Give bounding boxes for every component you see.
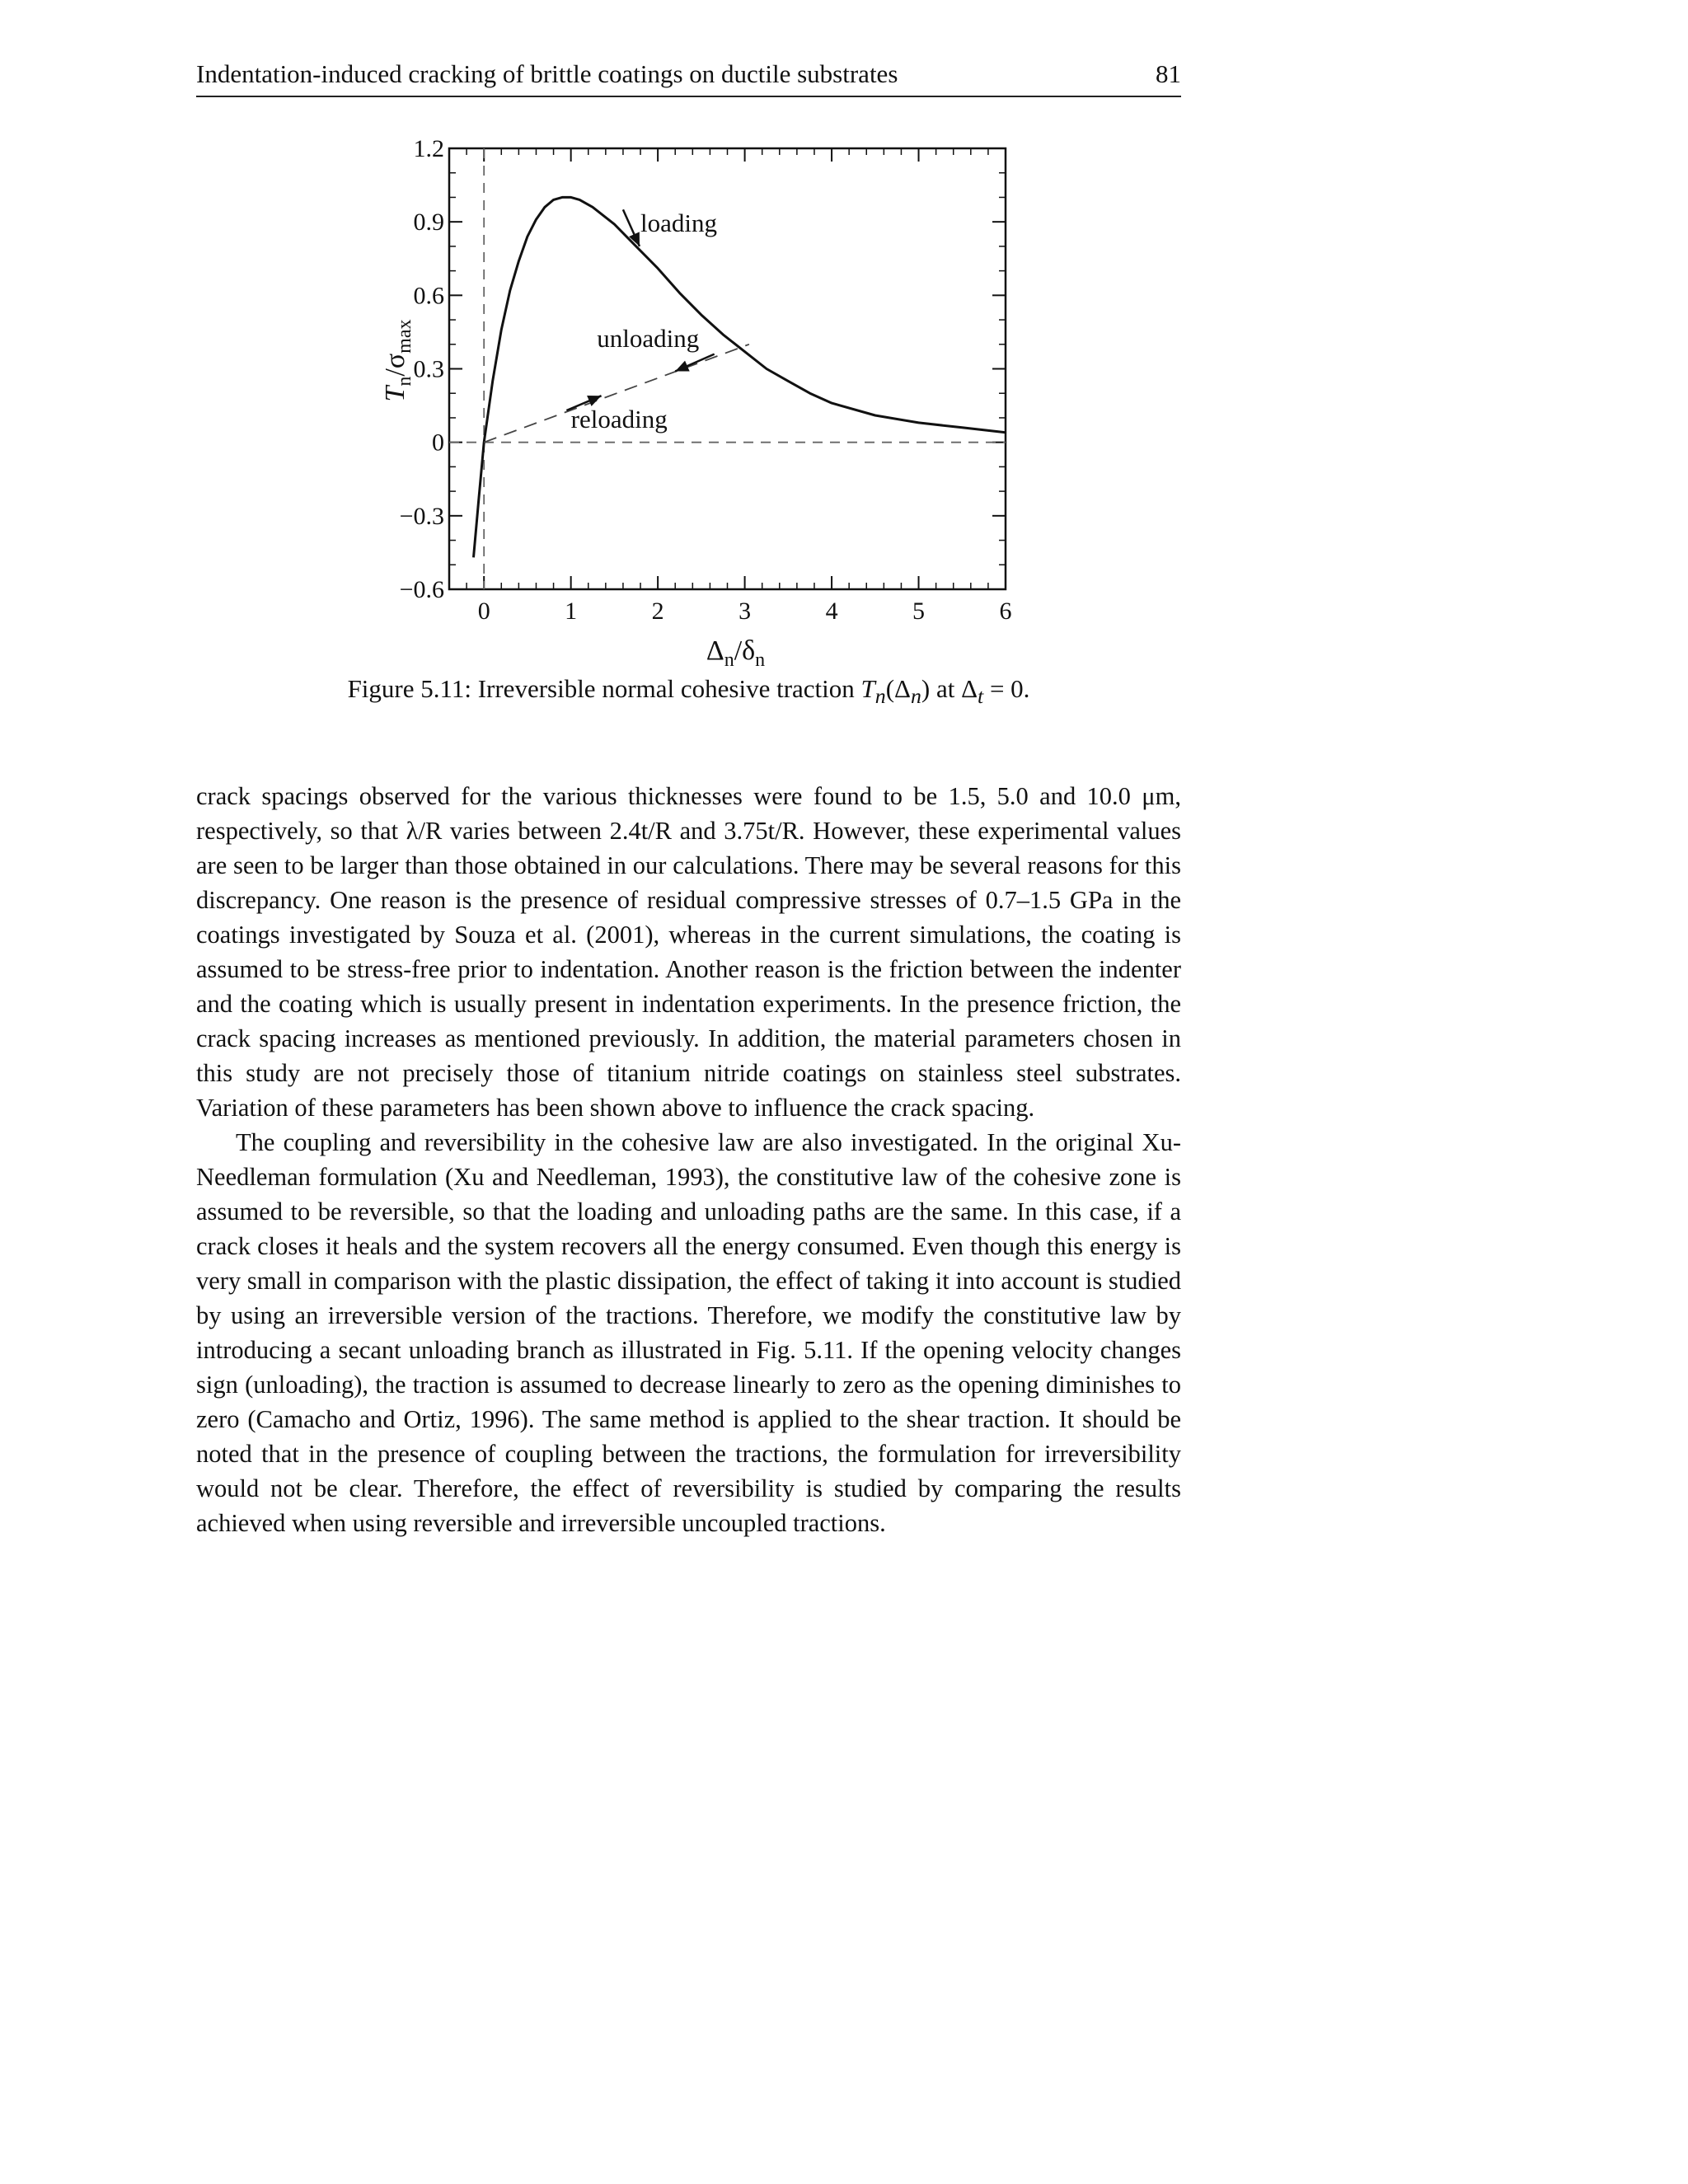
plot-frame: [449, 148, 1006, 589]
y-tick-label: 0.9: [413, 209, 444, 237]
page-header: [196, 58, 1181, 97]
x-tick-label: 6: [999, 598, 1012, 625]
x-axis-label: $\Delta_n/\delta_n$: [706, 635, 766, 671]
paragraph-2: The coupling and reversibility in the cohesive law are also investigated. In the original Xu-Needleman formulation (Xu and Needleman, 1993), the constitutive law of the cohesive zone is assumed to be reversible, so that the loading and unloading paths are the same. In this case, if a crack closes it heals and the system recovers all the energy consumed. Even though this energy is very small in comparison with the plastic dissipation, the effect of taking it into account is studied by using an irreversible version of the tractions. Therefore, we modify the constitutive law by introducing a secant unloading branch as illustrated in Fig. 5.11. If the opening velocity changes sign (unloading), the traction is assumed to decrease linearly to zero as the opening diminishes to zero (Camacho and Ortiz, 1996). The same method is applied to the shear traction. It should be noted that in the presence of coupling between the tractions, the formulation for irreversibility would not be clear. Therefore, the effect of reversibility is studied by comparing the results achieved when using reversible and irreversible uncoupled tractions.: [196, 1128, 1181, 1537]
y-tick-label: −0.3: [399, 502, 444, 530]
y-tick-label: −0.6: [399, 576, 444, 603]
traction-separation-chart: [346, 132, 1088, 671]
caption-math-T: T: [860, 674, 875, 703]
y-tick-label: 0.6: [413, 282, 444, 310]
y-tick-label: 0: [432, 429, 444, 457]
loading-label: loading: [640, 209, 718, 238]
caption-prefix: Figure 5.11: Irreversible normal cohesive traction: [347, 674, 861, 703]
x-tick-label: 1: [565, 598, 578, 625]
figure-caption: Figure 5.11: Irreversible normal cohesive traction $T_n(\Delta_n)$ at $\Delta_t = 0$.: [347, 674, 1030, 709]
body-text: [196, 779, 1181, 1540]
unloading-label: unloading: [597, 323, 700, 353]
paragraph-1: crack spacings observed for the various thicknesses were found to be 1.5, 5.0 and 10.0 μm, respectively, so that λ/R varies between 2.4t/R and 3.75t/R. However, these experimental values are seen to be larger than those obtained in our calculations. There may be several reasons for this discrepancy. One reason is the presence of residual compressive stresses of 0.7–1.5 GPa in the coatings investigated by Souza et al. (2001), whereas in the current simulations, the coating is assumed to be stress-free prior to indentation. Another reason is the friction between the indenter and the coating which is usually present in indentation experiments. In the presence friction, the crack spacing increases as mentioned previously. In addition, the material parameters chosen in this study are not precisely those of titanium nitride coatings on stainless steel substrates. Variation of these parameters has been shown above to influence the crack spacing.: [196, 782, 1181, 1122]
y-tick-label: 0.3: [413, 355, 444, 383]
x-tick-label: 5: [912, 598, 926, 625]
x-tick-label: 0: [477, 598, 490, 625]
x-tick-label: 4: [825, 598, 838, 625]
x-tick-label: 3: [738, 598, 752, 625]
y-tick-label: 1.2: [413, 135, 444, 162]
loading-curve: [474, 197, 1006, 557]
caption-end: = 0.: [983, 674, 1030, 703]
y-axis-label: $T_n/\sigma_{max}$: [380, 319, 415, 402]
x-tick-label: 2: [651, 598, 664, 625]
caption-mid: at: [930, 674, 962, 703]
running-title: Indentation-induced cracking of brittle coatings on ductile substrates: [196, 59, 898, 88]
reloading-label: reloading: [570, 404, 668, 434]
page-number: 81: [1156, 59, 1181, 88]
